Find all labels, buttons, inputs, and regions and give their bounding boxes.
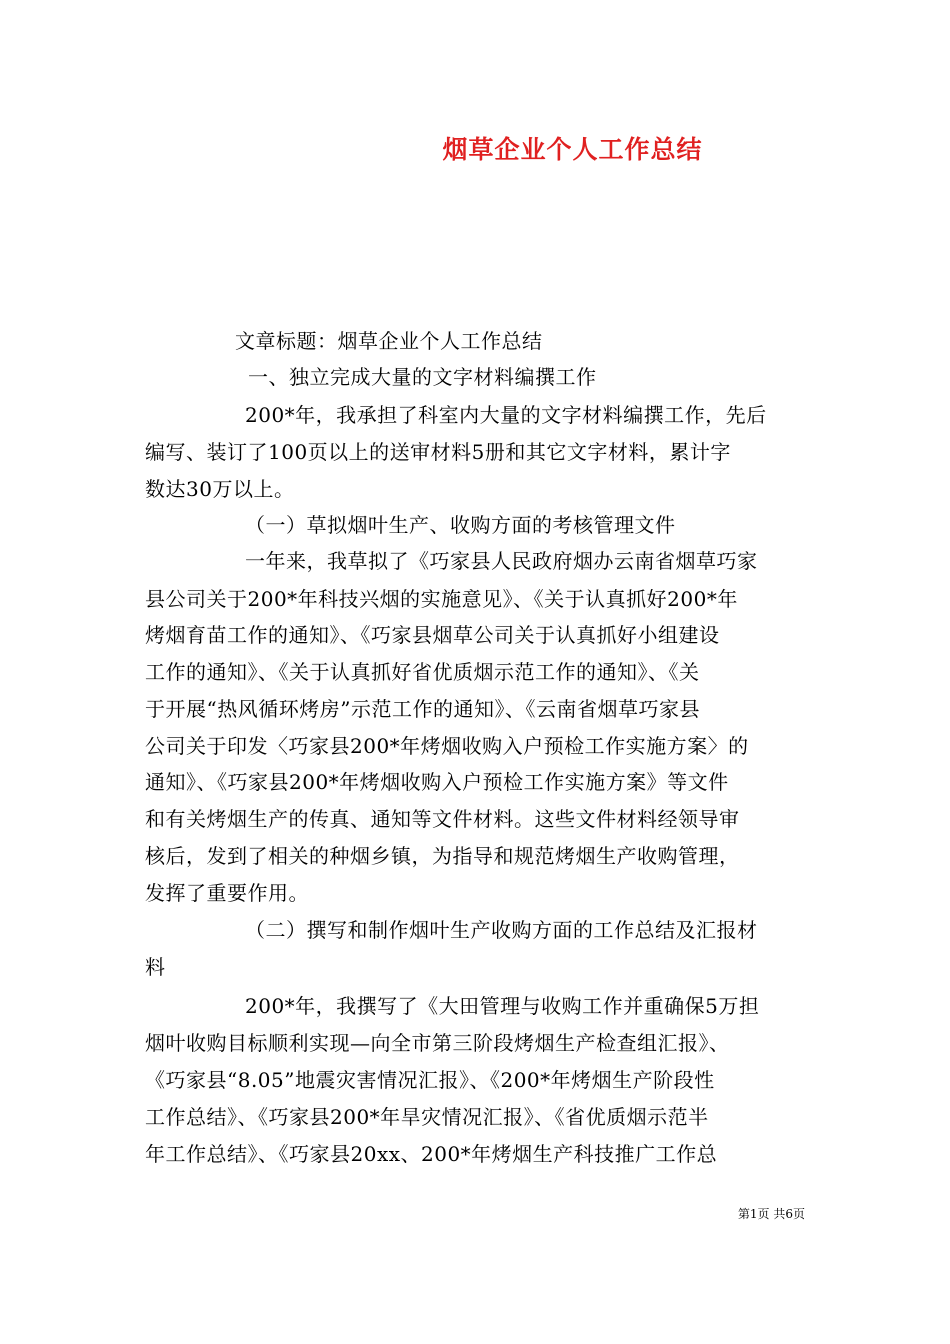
paragraph-line: 工作的通知》、《关于认真抓好省优质烟示范工作的通知》、《关	[145, 660, 700, 684]
subsection-heading: （二）撰写和制作烟叶生产收购方面的工作总结及汇报材	[245, 918, 758, 942]
paragraph-line: 烟叶收购目标顺利实现—向全市第三阶段烤烟生产检查组汇报》、	[145, 1031, 730, 1055]
paragraph-line: 县公司关于200*年科技兴烟的实施意见》、《关于认真抓好200*年	[145, 587, 738, 611]
paragraph-line: 核后，发到了相关的种烟乡镇，为指导和规范烤烟生产收购管理，	[145, 844, 740, 868]
section-heading: 一、独立完成大量的文字材料编撰工作	[248, 365, 597, 389]
paragraph-line: 编写、装订了100页以上的送审材料5册和其它文字材料，累计字	[145, 440, 731, 464]
subsection-heading: （一）草拟烟叶生产、收购方面的考核管理文件	[245, 513, 676, 537]
article-title-line: 文章标题：烟草企业个人工作总结	[235, 329, 543, 353]
paragraph-line: 一年来，我草拟了《巧家县人民政府烟办云南省烟草巧家	[245, 549, 758, 573]
paragraph-line: 和有关烤烟生产的传真、通知等文件材料。这些文件材料经领导审	[145, 807, 740, 831]
paragraph-line: 数达30万以上。	[145, 477, 295, 501]
paragraph-line: 发挥了重要作用。	[145, 881, 309, 905]
document-title: 烟草企业个人工作总结	[442, 135, 703, 164]
paragraph-line: 烤烟育苗工作的通知》、《巧家县烟草公司关于认真抓好小组建设	[145, 623, 720, 647]
paragraph-line: 于开展“热风循环烤房”示范工作的通知》、《云南省烟草巧家县	[145, 697, 700, 721]
page-number: 第1页 共6页	[737, 1207, 805, 1221]
subsection-heading-continued: 料	[145, 955, 166, 979]
paragraph-line: 通知》、《巧家县200*年烤烟收购入户预检工作实施方案》等文件	[145, 770, 729, 794]
paragraph-line: 年工作总结》、《巧家县20xx、200*年烤烟生产科技推广工作总	[145, 1142, 718, 1166]
paragraph-line: 《巧家县“8.05”地震灾害情况汇报》、《200*年烤烟生产阶段性	[145, 1068, 715, 1092]
paragraph-line: 200*年，我撰写了《大田管理与收购工作并重确保5万担	[245, 994, 760, 1018]
paragraph-line: 200*年，我承担了科室内大量的文字材料编撰工作，先后	[245, 403, 767, 427]
paragraph-line: 公司关于印发〈巧家县200*年烤烟收购入户预检工作实施方案〉的	[145, 734, 749, 758]
paragraph-line: 工作总结》、《巧家县200*年旱灾情况汇报》、《省优质烟示范半	[145, 1105, 709, 1129]
